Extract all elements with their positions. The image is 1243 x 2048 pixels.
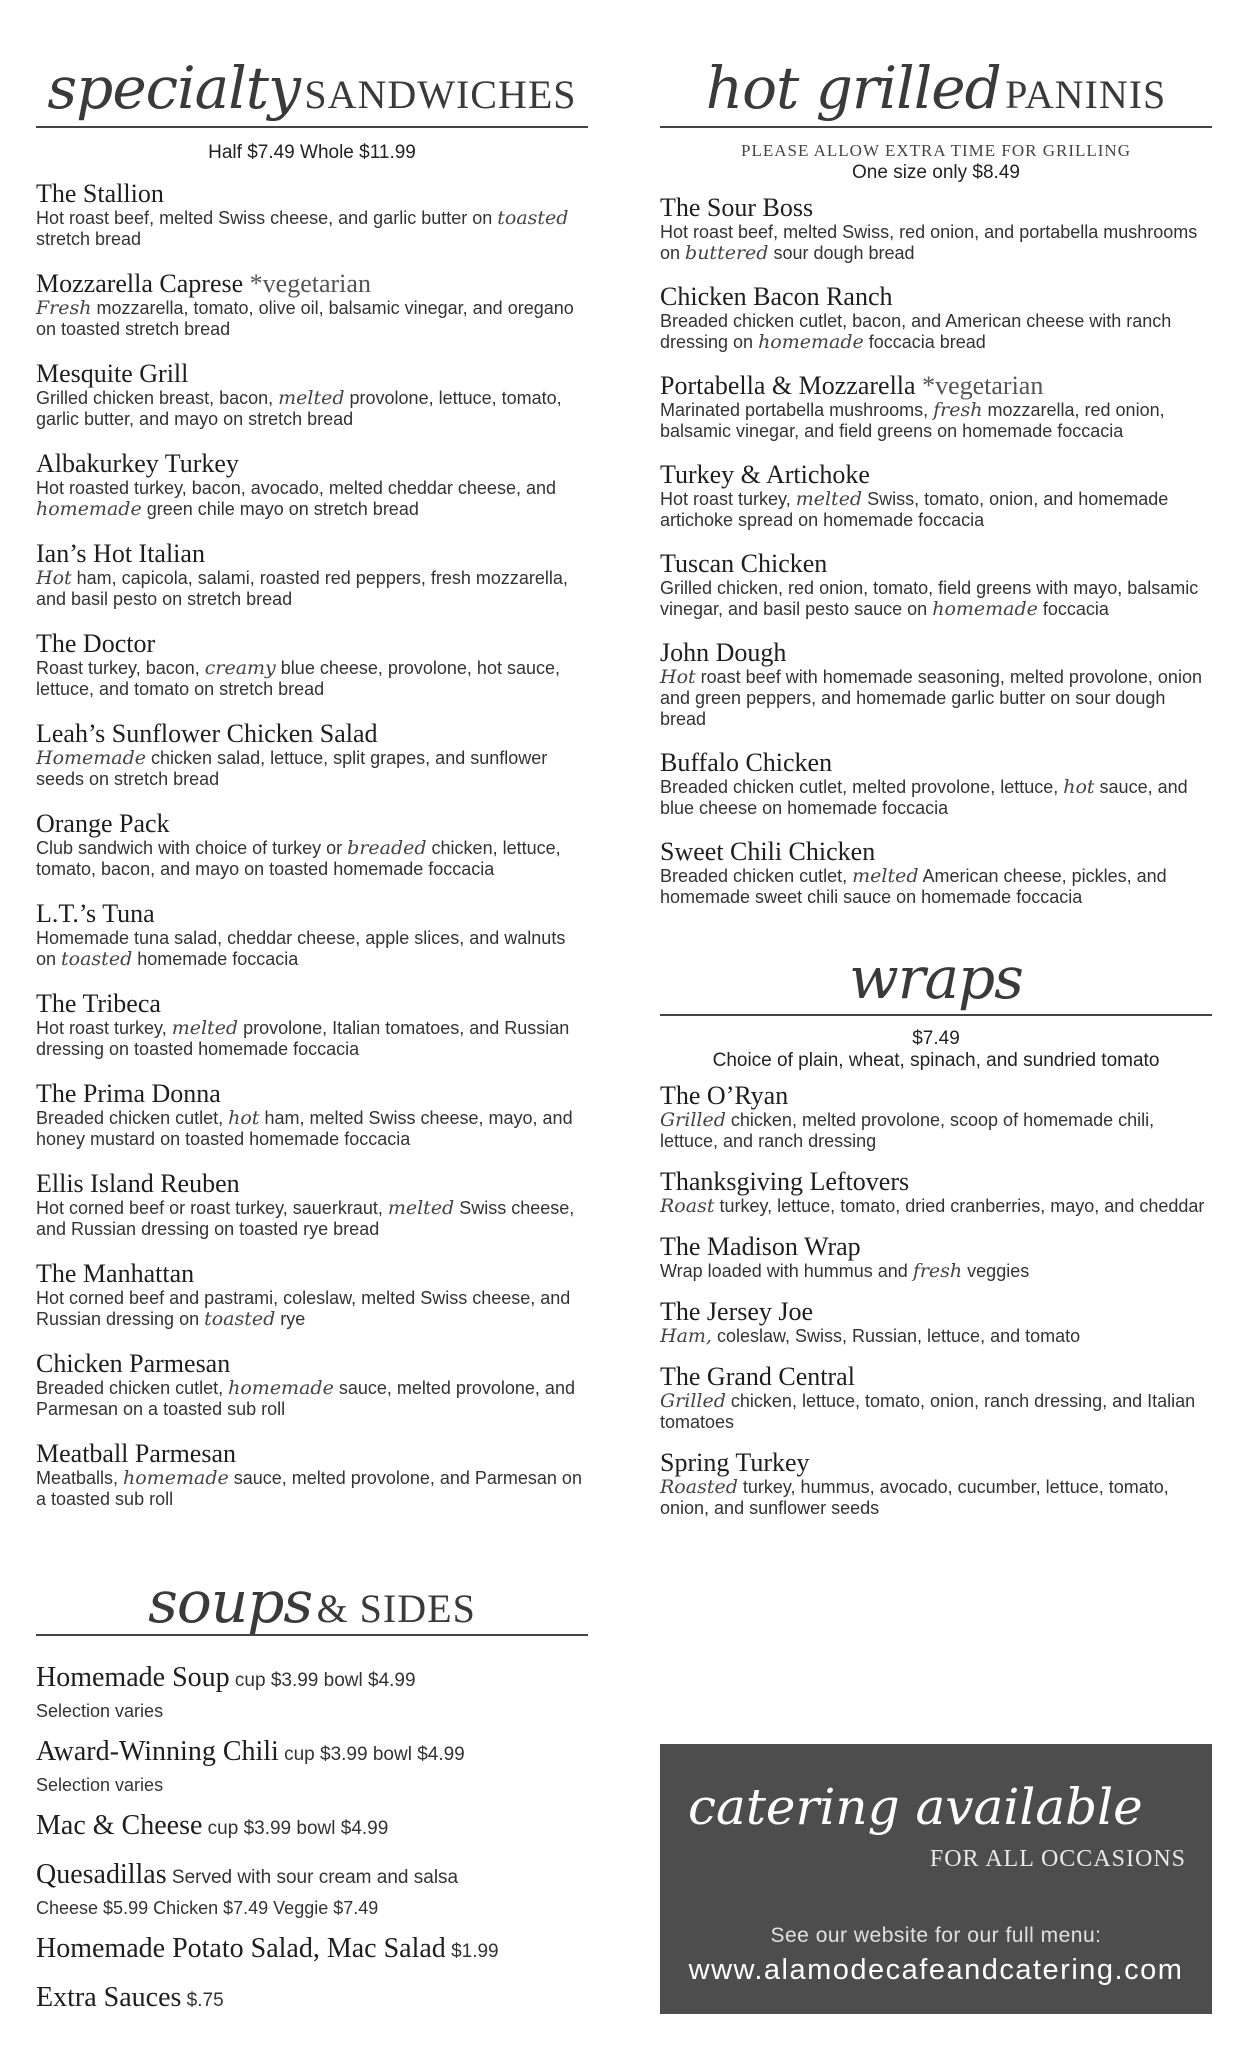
menu-item-description bbox=[36, 1198, 588, 1240]
description-text: Meatballs, bbox=[36, 1468, 124, 1488]
menu-item-name-text: The Manhattan bbox=[36, 1259, 195, 1288]
side-item-price: cup $3.99 bowl $4.99 bbox=[278, 1744, 465, 1765]
menu-item bbox=[660, 1449, 1212, 1519]
menu-item-name-text: Leah’s Sunflower Chicken Salad bbox=[36, 719, 378, 748]
accent-word: homemade bbox=[36, 498, 142, 520]
side-item-description: Selection varies bbox=[36, 1775, 164, 1795]
menu-item-description bbox=[660, 222, 1212, 264]
menu-item-name bbox=[36, 810, 588, 838]
side-item bbox=[36, 1933, 588, 1968]
menu-item bbox=[660, 1082, 1212, 1152]
menu-item-description bbox=[36, 1108, 588, 1150]
menu-item bbox=[660, 194, 1212, 264]
accent-word: melted bbox=[387, 1197, 455, 1219]
side-item-price: $1.99 bbox=[445, 1941, 499, 1962]
menu-item-description bbox=[660, 1261, 1212, 1282]
menu-item-name-text: Mesquite Grill bbox=[36, 359, 189, 388]
accent-word: Roasted bbox=[660, 1476, 738, 1498]
description-text: Grilled chicken breast, bacon, bbox=[36, 388, 279, 408]
description-text: provolone, lettuce, tomato, garlic butter, and mayo on stretch bread bbox=[36, 388, 562, 429]
description-text: chicken, melted provolone, scoop of homemade chili, lettuce, and ranch dressing bbox=[660, 1110, 1155, 1151]
accent-word: Homemade bbox=[36, 747, 147, 769]
side-item-price: cup $3.99 bowl $4.99 bbox=[202, 1818, 389, 1839]
menu-item-name-text: Spring Turkey bbox=[660, 1448, 810, 1477]
vegetarian-tag: *vegetarian bbox=[922, 371, 1044, 400]
catering-note: See our website for our full menu: bbox=[770, 1924, 1102, 1947]
menu-item-name-text: The Prima Donna bbox=[36, 1079, 221, 1108]
menu-item bbox=[36, 720, 588, 790]
side-item-name bbox=[36, 1736, 588, 1771]
menu-item-description bbox=[660, 311, 1212, 353]
menu-item-description bbox=[36, 1468, 588, 1510]
accent-word: Roast bbox=[660, 1195, 715, 1217]
menu-item-name-text: L.T.’s Tuna bbox=[36, 899, 155, 928]
menu-item-description bbox=[36, 568, 588, 610]
menu-item bbox=[36, 1170, 588, 1240]
menu-item bbox=[660, 550, 1212, 620]
menu-item-name bbox=[660, 372, 1212, 400]
menu-item bbox=[36, 450, 588, 520]
wrap-list bbox=[660, 1082, 1212, 1519]
menu-item bbox=[660, 749, 1212, 819]
menu-item-name-text: The Jersey Joe bbox=[660, 1297, 814, 1326]
soups-heading-script: soups bbox=[148, 1568, 313, 1636]
catering-website-link[interactable]: www.alamodecafeandcatering.com bbox=[688, 1954, 1184, 1986]
menu-item bbox=[660, 838, 1212, 908]
menu-item-description bbox=[660, 489, 1212, 531]
menu-item-name bbox=[36, 990, 588, 1018]
menu-item bbox=[660, 1363, 1212, 1433]
soups-heading bbox=[36, 1568, 588, 1636]
menu-item-description bbox=[36, 208, 588, 250]
menu-item-name bbox=[660, 550, 1212, 578]
accent-word: hot bbox=[1063, 776, 1095, 798]
wraps-price: $7.49 bbox=[912, 1028, 960, 1049]
menu-item bbox=[36, 180, 588, 250]
side-item bbox=[36, 1859, 588, 1919]
menu-item-name-text: Meatball Parmesan bbox=[36, 1439, 236, 1468]
menu-item bbox=[660, 461, 1212, 531]
description-text: foccacia bbox=[1037, 599, 1109, 619]
menu-item bbox=[660, 1298, 1212, 1347]
menu-item-name-text: Mozzarella Caprese bbox=[36, 269, 250, 298]
paninis-heading bbox=[660, 54, 1212, 128]
menu-item-name-text: Portabella & Mozzarella bbox=[660, 371, 923, 400]
left-column bbox=[36, 0, 588, 2017]
description-text: sauce, and blue cheese on homemade foccacia bbox=[660, 777, 1188, 818]
paninis-heading-caps: PANINIS bbox=[1005, 72, 1167, 117]
menu-item bbox=[36, 900, 588, 970]
accent-word: homemade bbox=[758, 331, 864, 353]
menu-item bbox=[660, 1233, 1212, 1282]
description-text: American cheese, pickles, and homemade sweet chili sauce on homemade foccacia bbox=[660, 866, 1167, 907]
description-text: coleslaw, Swiss, Russian, lettuce, and tomato bbox=[711, 1326, 1081, 1346]
accent-word: toasted bbox=[204, 1308, 276, 1330]
menu-item-name-text: The Grand Central bbox=[660, 1362, 855, 1391]
menu-item-name-text: Albakurkey Turkey bbox=[36, 449, 239, 478]
sandwiches-heading-script: specialty bbox=[47, 54, 300, 122]
description-text: chicken, lettuce, tomato, onion, ranch dressing, and Italian tomatoes bbox=[660, 1391, 1196, 1432]
menu-item-name bbox=[660, 1168, 1212, 1196]
description-text: turkey, lettuce, tomato, dried cranberries, mayo, and cheddar bbox=[714, 1196, 1205, 1216]
panini-list bbox=[660, 194, 1212, 908]
menu-item-name-text: Sweet Chili Chicken bbox=[660, 837, 876, 866]
menu-item bbox=[36, 810, 588, 880]
soups-heading-caps: & SIDES bbox=[316, 1586, 476, 1631]
menu-item bbox=[660, 1168, 1212, 1217]
sandwiches-heading-caps: SANDWICHES bbox=[304, 72, 577, 117]
menu-item-name bbox=[36, 180, 588, 208]
menu-item bbox=[36, 360, 588, 430]
menu-item-name-text: The Sour Boss bbox=[660, 193, 814, 222]
accent-word: Grilled bbox=[660, 1390, 726, 1412]
accent-word: breaded bbox=[347, 837, 427, 859]
description-text: Swiss cheese, and Russian dressing on toasted rye bread bbox=[36, 1198, 575, 1239]
menu-item-name bbox=[36, 540, 588, 568]
side-item-name-text: Extra Sauces bbox=[36, 1982, 182, 2013]
menu-item-description bbox=[660, 1391, 1212, 1433]
menu-item-description bbox=[660, 667, 1212, 730]
menu-item-description bbox=[36, 478, 588, 520]
description-text: Breaded chicken cutlet, bbox=[660, 866, 853, 886]
menu-item-name bbox=[36, 360, 588, 388]
accent-word: toasted bbox=[497, 207, 569, 229]
description-text: green chile mayo on stretch bread bbox=[141, 499, 419, 519]
description-text: ham, capicola, salami, roasted red peppers, fresh mozzarella, and basil pesto on stretch bread bbox=[36, 568, 568, 609]
paninis-pricing: One size only $8.49 bbox=[852, 162, 1020, 183]
description-text: Breaded chicken cutlet, bacon, and American cheese with ranch dressing on bbox=[660, 311, 1172, 352]
side-item-name bbox=[36, 1810, 588, 1845]
menu-item-name bbox=[660, 194, 1212, 222]
side-item-price: cup $3.99 bowl $4.99 bbox=[229, 1670, 416, 1691]
menu-item-name bbox=[36, 1350, 588, 1378]
accent-word: creamy bbox=[204, 657, 276, 679]
description-text: mozzarella, red onion, balsamic vinegar, and field greens on homemade foccacia bbox=[660, 400, 1165, 441]
description-text: mozzarella, tomato, olive oil, balsamic vinegar, and oregano on toasted stretch bread bbox=[36, 298, 574, 339]
menu-item-name-text: The Tribeca bbox=[36, 989, 161, 1018]
description-text: provolone, Italian tomatoes, and Russian dressing on toasted homemade foccacia bbox=[36, 1018, 570, 1059]
side-item-name bbox=[36, 1859, 588, 1894]
menu-item-description bbox=[660, 578, 1212, 620]
paninis-note: PLEASE ALLOW EXTRA TIME FOR GRILLING bbox=[740, 141, 1131, 160]
menu-item-description bbox=[36, 658, 588, 700]
description-text: blue cheese, provolone, hot sauce, lettuce, and tomato on stretch bread bbox=[36, 658, 560, 699]
description-text: Hot roast turkey, bbox=[660, 489, 796, 509]
description-text: chicken, lettuce, tomato, bacon, and mayo on toasted homemade foccacia bbox=[36, 838, 561, 879]
menu-item bbox=[36, 270, 588, 340]
menu-item-name-text: The O’Ryan bbox=[660, 1081, 789, 1110]
menu-item-description bbox=[660, 1110, 1212, 1152]
description-text: sour dough bread bbox=[768, 243, 915, 263]
side-item-price: Served with sour cream and salsa bbox=[166, 1867, 459, 1888]
side-item-name bbox=[36, 1982, 588, 2017]
description-text: Hot roast beef, melted Swiss, red onion, and portabella mushrooms on bbox=[660, 222, 1198, 263]
menu-item-name-text: The Stallion bbox=[36, 179, 164, 208]
menu-item bbox=[36, 1350, 588, 1420]
accent-word: homemade bbox=[228, 1377, 334, 1399]
menu-item-description bbox=[660, 1477, 1212, 1519]
menu-item-name-text: Turkey & Artichoke bbox=[660, 460, 870, 489]
description-text: Swiss, tomato, onion, and homemade artichoke spread on homemade foccacia bbox=[660, 489, 1169, 530]
accent-word: melted bbox=[852, 865, 919, 887]
accent-word: toasted bbox=[61, 948, 133, 970]
accent-word: fresh bbox=[912, 1260, 963, 1282]
description-text: Hot roasted turkey, bacon, avocado, melted cheddar cheese, and bbox=[36, 478, 556, 498]
menu-item-description bbox=[36, 298, 588, 340]
accent-word: melted bbox=[171, 1017, 239, 1039]
description-text: stretch bread bbox=[36, 229, 142, 249]
menu-item-description bbox=[36, 1288, 588, 1330]
sandwich-list bbox=[36, 180, 588, 1510]
menu-item-name bbox=[36, 720, 588, 748]
accent-word: homemade bbox=[932, 598, 1038, 620]
right-column bbox=[660, 0, 1212, 1519]
description-text: chicken salad, lettuce, split grapes, and sunflower seeds on stretch bread bbox=[36, 748, 548, 789]
wraps-choice: Choice of plain, wheat, spinach, and sundried tomato bbox=[712, 1050, 1160, 1071]
vegetarian-tag: *vegetarian bbox=[249, 269, 371, 298]
menu-item-name-text: Buffalo Chicken bbox=[660, 748, 833, 777]
sandwiches-pricing: Half $7.49 Whole $11.99 bbox=[208, 142, 416, 163]
wraps-heading-script: wraps bbox=[849, 944, 1023, 1012]
menu-item-description bbox=[36, 388, 588, 430]
paninis-heading-script: hot grilled bbox=[705, 54, 1001, 122]
description-text: Wrap loaded with hummus and bbox=[660, 1261, 913, 1281]
accent-word: hot bbox=[228, 1107, 260, 1129]
description-text: foccacia bread bbox=[863, 332, 986, 352]
menu-item-name bbox=[660, 838, 1212, 866]
side-item-name-text: Quesadillas bbox=[36, 1859, 167, 1890]
description-text: homemade foccacia bbox=[132, 949, 299, 969]
menu-item-name-text: Thanksgiving Leftovers bbox=[660, 1167, 910, 1196]
menu-item-name-text: Ellis Island Reuben bbox=[36, 1169, 240, 1198]
menu-item bbox=[36, 630, 588, 700]
menu-item-name bbox=[36, 1080, 588, 1108]
side-item-description: Selection varies bbox=[36, 1701, 164, 1721]
description-text: Hot corned beef or roast turkey, sauerkraut, bbox=[36, 1198, 388, 1218]
menu-item-name bbox=[660, 1233, 1212, 1261]
accent-word: homemade bbox=[123, 1467, 229, 1489]
menu-item-name-text: The Doctor bbox=[36, 629, 156, 658]
menu-item bbox=[36, 990, 588, 1060]
description-text: Breaded chicken cutlet, bbox=[36, 1378, 229, 1398]
description-text: Club sandwich with choice of turkey or bbox=[36, 838, 348, 858]
description-text: Breaded chicken cutlet, bbox=[36, 1108, 229, 1128]
catering-subtitle: FOR ALL OCCASIONS bbox=[929, 1846, 1186, 1872]
menu-item-name bbox=[36, 900, 588, 928]
menu-item-name bbox=[660, 1449, 1212, 1477]
menu-item-name bbox=[660, 1082, 1212, 1110]
menu-item-name bbox=[36, 270, 588, 298]
side-item bbox=[36, 1982, 588, 2017]
menu-item-name bbox=[660, 1363, 1212, 1391]
accent-word: fresh bbox=[933, 399, 983, 421]
description-text: veggies bbox=[962, 1261, 1030, 1281]
menu-item-description bbox=[36, 1378, 588, 1420]
side-item-price: $.75 bbox=[181, 1990, 224, 2011]
description-text: turkey, hummus, avocado, cucumber, lettuce, tomato, onion, and sunflower seeds bbox=[660, 1477, 1169, 1518]
menu-item-description bbox=[36, 1018, 588, 1060]
menu-item-description bbox=[660, 866, 1212, 908]
menu-item-description bbox=[36, 748, 588, 790]
menu-item bbox=[660, 283, 1212, 353]
description-text: Hot roast beef, melted Swiss cheese, and garlic butter on bbox=[36, 208, 498, 228]
menu-item-name-text: John Dough bbox=[660, 638, 787, 667]
catering-title: catering available bbox=[688, 1778, 1143, 1836]
accent-word: Hot bbox=[36, 567, 72, 589]
menu-item-name bbox=[660, 749, 1212, 777]
description-text: rye bbox=[275, 1309, 306, 1329]
menu-item-name bbox=[36, 630, 588, 658]
side-item-description: Cheese $5.99 Chicken $7.49 Veggie $7.49 bbox=[36, 1898, 379, 1918]
menu-item bbox=[36, 540, 588, 610]
accent-word: melted bbox=[278, 387, 345, 409]
menu-item bbox=[36, 1440, 588, 1510]
catering-box bbox=[660, 1744, 1212, 2014]
menu-item-description bbox=[660, 1196, 1212, 1217]
menu-item-name-text: Chicken Parmesan bbox=[36, 1349, 231, 1378]
menu-item-name bbox=[36, 1170, 588, 1198]
side-item-name bbox=[36, 1662, 588, 1697]
description-text: Breaded chicken cutlet, melted provolone, lettuce, bbox=[660, 777, 1064, 797]
side-item bbox=[36, 1662, 588, 1722]
side-item bbox=[36, 1736, 588, 1796]
accent-word: Grilled bbox=[660, 1109, 726, 1131]
menu-item-name-text: Ian’s Hot Italian bbox=[36, 539, 205, 568]
menu-item-name bbox=[660, 283, 1212, 311]
soups-list bbox=[36, 1662, 588, 2017]
menu-item bbox=[36, 1260, 588, 1330]
description-text: Roast turkey, bacon, bbox=[36, 658, 205, 678]
menu-item-name bbox=[36, 1260, 588, 1288]
menu-item-name-text: Orange Pack bbox=[36, 809, 170, 838]
menu-item bbox=[660, 639, 1212, 730]
side-item-name-text: Award-Winning Chili bbox=[36, 1736, 279, 1767]
side-item-name-text: Homemade Potato Salad, Mac Salad bbox=[36, 1933, 446, 1964]
menu-item-name bbox=[660, 461, 1212, 489]
menu-item bbox=[36, 1080, 588, 1150]
menu-item-description bbox=[660, 777, 1212, 819]
menu-item-description bbox=[36, 928, 588, 970]
accent-word: buttered bbox=[685, 242, 769, 264]
accent-word: Fresh bbox=[36, 297, 92, 319]
side-item-name-text: Mac & Cheese bbox=[36, 1810, 203, 1841]
accent-word: Hot bbox=[660, 666, 696, 688]
menu-item-name bbox=[660, 1298, 1212, 1326]
side-item-name bbox=[36, 1933, 588, 1968]
menu-item bbox=[660, 372, 1212, 442]
menu-item-name bbox=[660, 639, 1212, 667]
sandwiches-heading bbox=[36, 54, 588, 128]
description-text: Marinated portabella mushrooms, bbox=[660, 400, 934, 420]
menu-item-name-text: The Madison Wrap bbox=[660, 1232, 861, 1261]
description-text: Homemade tuna salad, cheddar cheese, apple slices, and walnuts on bbox=[36, 928, 566, 969]
menu-item-description bbox=[660, 1326, 1212, 1347]
menu-item-description bbox=[36, 838, 588, 880]
side-item bbox=[36, 1810, 588, 1845]
description-text: Grilled chicken, red onion, tomato, field greens with mayo, balsamic vinegar, and basil pesto sauce on bbox=[660, 578, 1199, 619]
accent-word: Ham, bbox=[660, 1325, 712, 1347]
wraps-heading bbox=[660, 944, 1212, 1016]
menu-item-name bbox=[36, 450, 588, 478]
description-text: Hot corned beef and pastrami, coleslaw, melted Swiss cheese, and Russian dressing on bbox=[36, 1288, 571, 1329]
menu-item-name bbox=[36, 1440, 588, 1468]
menu-item-name-text: Tuscan Chicken bbox=[660, 549, 828, 578]
description-text: sauce, melted provolone, and Parmesan on a toasted sub roll bbox=[36, 1378, 575, 1419]
menu-item-name-text: Chicken Bacon Ranch bbox=[660, 282, 893, 311]
menu-item-description bbox=[660, 400, 1212, 442]
side-item-name-text: Homemade Soup bbox=[36, 1662, 230, 1693]
description-text: ham, melted Swiss cheese, mayo, and honey mustard on toasted homemade foccacia bbox=[36, 1108, 573, 1149]
description-text: sauce, melted provolone, and Parmesan on a toasted sub roll bbox=[36, 1468, 582, 1509]
description-text: roast beef with homemade seasoning, melted provolone, onion and green peppers, and homemade garlic butter on sour dough bread bbox=[660, 667, 1202, 729]
accent-word: melted bbox=[795, 488, 863, 510]
description-text: Hot roast turkey, bbox=[36, 1018, 172, 1038]
